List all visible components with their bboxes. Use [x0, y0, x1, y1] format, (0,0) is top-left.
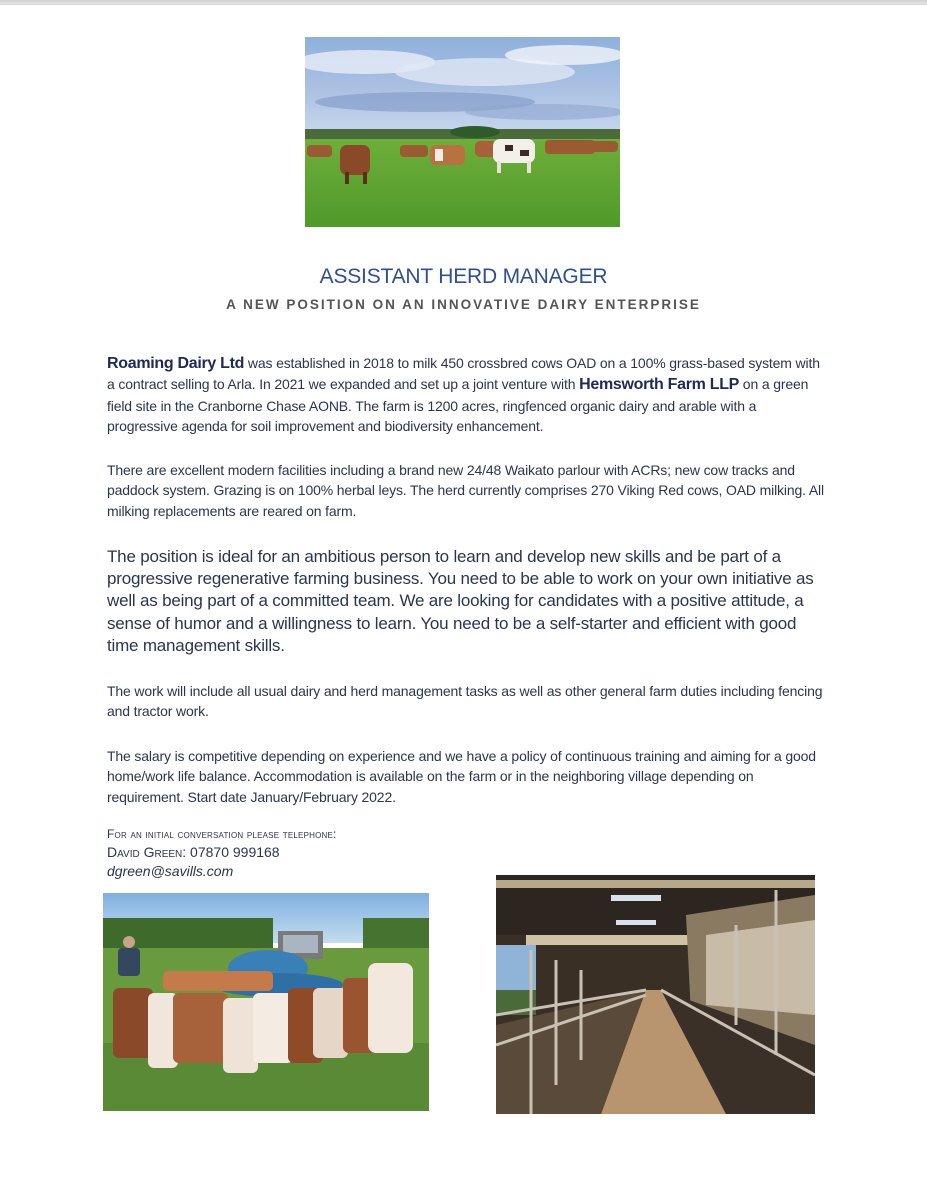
calves-feeding-photo — [103, 893, 429, 1111]
cows-grazing-image-icon — [305, 37, 620, 227]
hero-photo-cows-grazing — [305, 37, 620, 227]
paragraph-duties: The work will include all usual dairy and herd management tasks as well as other general farm duties including fencing and tractor work. — [107, 683, 823, 720]
contact-email: dgreen@savills.com — [107, 863, 234, 879]
paragraph-company-intro — [107, 353, 827, 436]
contact-name-phone: David Green: 07870 999168 — [107, 844, 280, 860]
page-subtitle: A NEW POSITION ON AN INNOVATIVE DAIRY ENTERPRISE — [226, 297, 701, 312]
page-title: ASSISTANT HERD MANAGER — [319, 265, 608, 288]
company-name: Roaming Dairy Ltd — [107, 355, 245, 372]
calves-image-icon — [103, 893, 429, 1111]
paragraph-facilities: There are excellent modern facilities including a brand new 24/48 Waikato parlour with ACRs; new cow tracks and paddock system. Grazing is on 100% herbal leys. The herd currently comprises 270 Viking Red cows, OAD milking. All milking replacements are reared on farm. — [107, 462, 824, 519]
paragraph-position: The position is ideal for an ambitious person to learn and develop new skills and be part of a progressive regenerative farming business. You need to be able to work on your own initiative as well as being part of a committed team. We are looking for candidates with a positive attitude, a sense of humor and a willingness to learn. You need to be a self-starter and efficient with good time management skills. — [107, 547, 814, 655]
paragraph-text: on a green field site in the Cranborne Chase AONB. The farm is 1200 acres, ringfenced organic dairy and arable with a progressive agenda for soil improvement and biodiversity enhancement. — [107, 376, 809, 434]
page-top-border — [0, 0, 927, 5]
milking-parlour-photo — [496, 875, 815, 1114]
contact-intro: For an initial conversation please telephone: — [107, 827, 337, 841]
partner-name: Hemsworth Farm LLP — [579, 376, 740, 394]
contact-block — [107, 826, 337, 881]
paragraph-salary: The salary is competitive depending on experience and we have a policy of continuous training and aiming for a good home/work life balance. Accommodation is available on the farm or in the neighboring village depending on requirement. Start date January/February 2022. — [107, 748, 816, 805]
parlour-image-icon — [496, 875, 815, 1114]
paragraph-text: was established in 2018 to milk 450 crossbred cows OAD on a 100% grass-based system with a contract selling to Arla. In 2021 we expanded and set up a joint venture with — [107, 355, 820, 393]
